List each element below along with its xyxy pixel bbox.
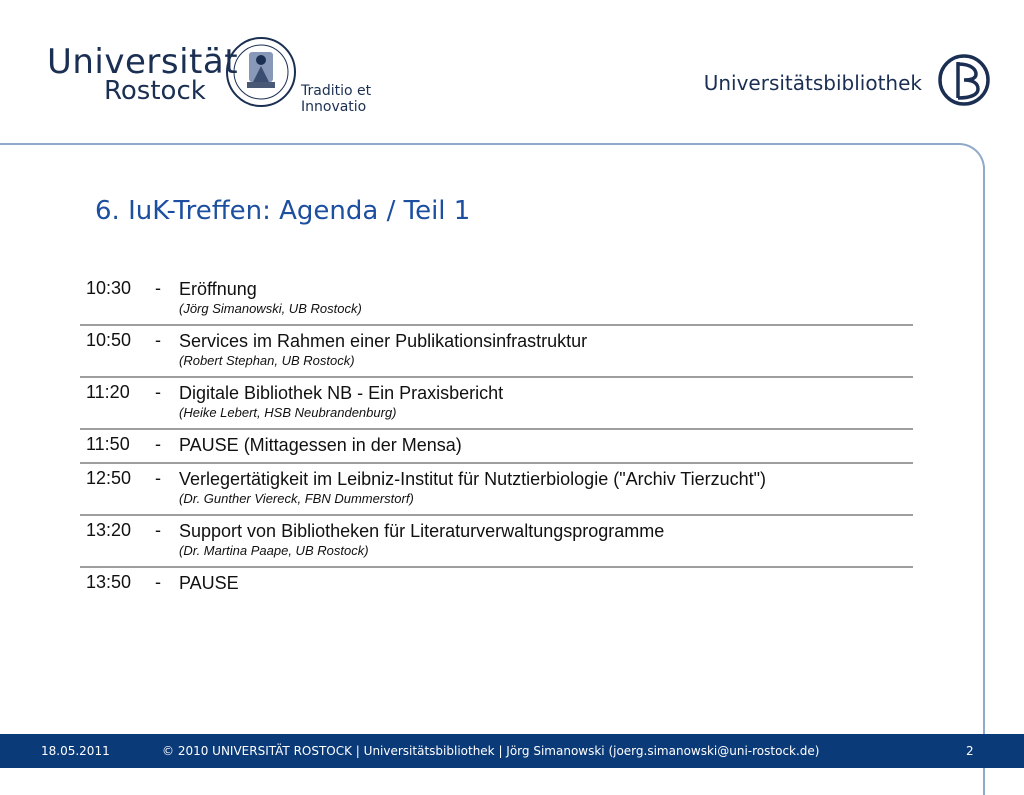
agenda-title: Digitale Bibliothek NB - Ein Praxisbericht [179, 383, 504, 403]
agenda-title: Services im Rahmen einer Publikationsinfrastruktur [179, 331, 588, 351]
agenda-time: 13:20 [86, 520, 132, 540]
university-logo [47, 36, 427, 115]
slide-title: 6. IuK-Treffen: Agenda / Teil 1 [95, 196, 471, 226]
agenda-time: 10:30 [86, 278, 132, 298]
agenda-title: Eröffnung [179, 279, 257, 299]
agenda-row [80, 430, 913, 464]
logo-university-text: Universität [47, 42, 239, 82]
agenda-title: Support von Bibliotheken für Literaturverwaltungsprogramme [179, 521, 665, 541]
agenda-dash: - [155, 278, 161, 298]
agenda-title: Verlegertätigkeit im Leibniz-Institut für Nutztierbiologie ("Archiv Tierzucht") [179, 469, 767, 489]
agenda-row [80, 378, 913, 430]
agenda-speaker: (Heike Lebert, HSB Neubrandenburg) [179, 405, 397, 420]
agenda-time: 10:50 [86, 330, 132, 350]
agenda-dash: - [155, 572, 161, 592]
library-name: Universitätsbibliothek [703, 71, 922, 95]
agenda-dash: - [155, 330, 161, 350]
footer-copyright: © 2010 UNIVERSITÄT ROSTOCK | Universitätsbibliothek | Jörg Simanowski (joerg.simanowski@uni-rostock.de) [162, 744, 820, 758]
agenda-speaker: (Jörg Simanowski, UB Rostock) [179, 301, 362, 316]
agenda-dash: - [155, 468, 161, 488]
university-motto: Traditio et Innovatio [301, 83, 372, 115]
agenda-row [80, 326, 913, 378]
agenda-speaker: (Robert Stephan, UB Rostock) [179, 353, 355, 368]
agenda-time: 11:50 [86, 434, 130, 454]
agenda-dash: - [155, 520, 161, 540]
footer-date: 18.05.2011 [41, 744, 110, 758]
agenda-list [80, 274, 913, 600]
agenda-dash: - [155, 434, 161, 454]
agenda-row [80, 464, 913, 516]
agenda-row [80, 516, 913, 568]
logo-rostock-text: Rostock [104, 76, 206, 106]
agenda-time: 11:20 [86, 382, 130, 402]
agenda-title: PAUSE (Mittagessen in der Mensa) [179, 435, 462, 455]
agenda-dash: - [155, 382, 161, 402]
university-seal-icon [225, 36, 297, 108]
library-logo-icon [938, 54, 990, 106]
agenda-title: PAUSE [179, 573, 239, 593]
footer-bar [0, 734, 1024, 768]
agenda-speaker: (Dr. Gunther Viereck, FBN Dummerstorf) [179, 491, 414, 506]
agenda-row [80, 568, 913, 600]
agenda-row [80, 274, 913, 326]
agenda-time: 12:50 [86, 468, 132, 488]
agenda-time: 13:50 [86, 572, 132, 592]
agenda-speaker: (Dr. Martina Paape, UB Rostock) [179, 543, 369, 558]
page-number: 2 [966, 744, 974, 758]
